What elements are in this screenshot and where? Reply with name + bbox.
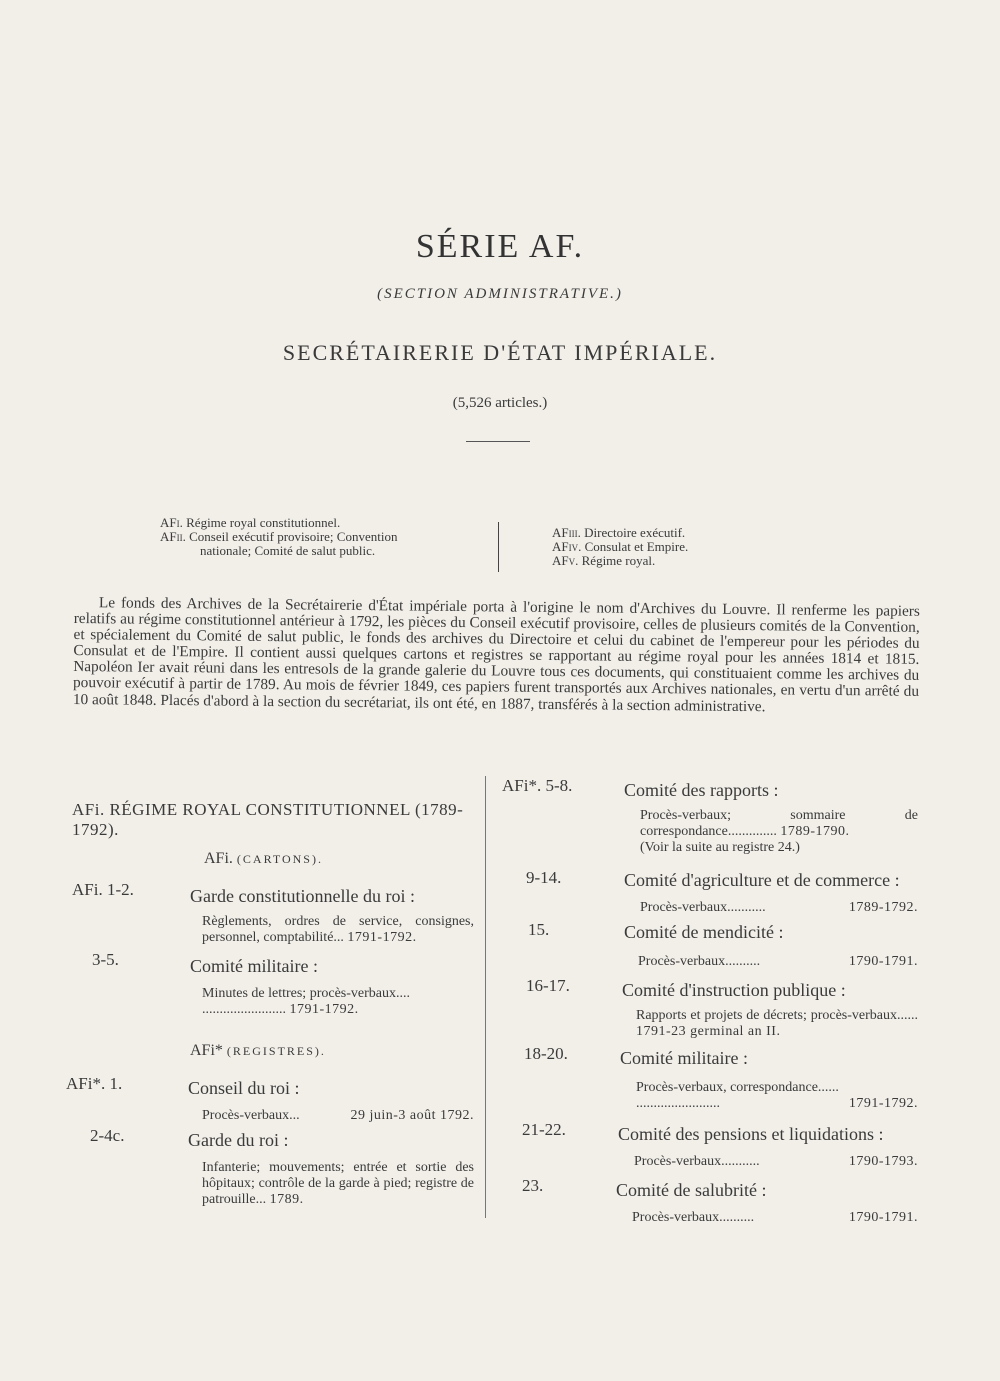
toc-item: AFii. Conseil exécutif provisoire; Convention: [160, 529, 398, 544]
entry-code: 15.: [528, 920, 550, 939]
divider-rule: [466, 441, 530, 442]
entry-code: AFi. 1-2.: [72, 880, 134, 899]
column-divider: [485, 776, 486, 1218]
entry-text: Procès-verbaux, correspondance...... ........................ 1791-1792.: [636, 1080, 918, 1111]
entry-code: 16-17.: [526, 976, 570, 995]
entry-text: Procès-verbaux... 29 juin-3 août 1792.: [202, 1108, 474, 1123]
entry-code: AFi*. 5-8.: [502, 776, 573, 795]
entry-title: Garde du roi :: [188, 1130, 289, 1150]
entry-title: Conseil du roi :: [188, 1078, 300, 1098]
entry-text: Procès-verbaux.......... 1790-1791.: [632, 1210, 918, 1225]
section-subtitle: (SECTION ADMINISTRATIVE.): [377, 286, 623, 302]
toc-item: AFiii. Directoire exécutif.: [552, 525, 686, 540]
entry-code: 18-20.: [524, 1044, 568, 1063]
entry-title: Comité de salubrité :: [616, 1180, 767, 1200]
entry-code: 21-22.: [522, 1120, 566, 1139]
entry-title: Garde constitutionnelle du roi :: [190, 886, 415, 906]
entry-title: Comité de mendicité :: [624, 922, 784, 942]
entry-title: Comité militaire :: [190, 956, 318, 976]
left-section-title: AFi. RÉGIME ROYAL CONSTITUTIONNEL (1789-1792).: [72, 800, 464, 839]
intro-text: Le fonds des Archives de la Secrétairerie d'État impériale porta à l'origine le nom d'Archives du Louvre. Il renferme les papiers relatifs au régime constitutionnel antérieur à 1792, les pièces du Conseil exécutif provisoire, celles de plusieurs comités de la Convention, et spécialement du Comité de salut public, le fonds des archives du Directoire et celui du cabinet de l'empereur pour les périodes du Consulat et de l'Empire. Il contient aussi quelques cartons et registres se rapportant au régime royal pour les années 1814 et 1815. Napoléon Ier avait réuni dans les entresols de la grande galerie du Louvre tous ces documents, qui constituaient comme les archives du pouvoir exécutif à partir de 1789. Au mois de février 1849, ces papiers furent transportés aux Archives nationales, en vertu d'un arrêté du 10 août 1848. Placés d'abord à la section du secrétariat, ils ont été, en 1887, transférés à la section administrative.: [72, 594, 920, 715]
toc-item: AFiv. Consulat et Empire.: [552, 539, 689, 554]
entry-code: 23.: [522, 1176, 544, 1195]
entry-code: 3-5.: [92, 950, 119, 969]
article-count: (5,526 articles.): [452, 395, 548, 411]
section-heading: SECRÉTAIRERIE D'ÉTAT IMPÉRIALE.: [282, 340, 718, 365]
toc-divider: [498, 522, 499, 572]
entry-text: Règlements, ordres de service, consignes, personnel, comptabilité... 1791-1792.: [202, 914, 474, 945]
entry-note: (Voir la suite au registre 24.): [640, 840, 800, 855]
entry-text: Rapports et projets de décrets; procès-verbaux...... 1791-23 germinal an II.: [636, 1008, 918, 1039]
entry-text: Infanterie; mouvements; entrée et sortie des hôpitaux; contrôle de la garde à pied; registre de patrouille... 1789.: [202, 1160, 474, 1207]
toc-item: AFi. Régime royal constitutionnel.: [160, 515, 341, 530]
registres-heading: AFi* (REGISTRES).: [190, 1042, 326, 1059]
entry-title: Comité des rapports :: [624, 780, 779, 800]
page-title: SÉRIE AF.: [415, 228, 585, 265]
entry-code: 2-4c.: [90, 1126, 125, 1145]
toc-item-continued: nationale; Comité de salut public.: [200, 543, 376, 558]
cartons-heading: AFi. (CARTONS).: [204, 850, 323, 867]
entry-text: Procès-verbaux; sommaire de correspondance.............. 1789-1790. (Voir la suite au registre 24.): [640, 808, 918, 855]
toc-left: [160, 516, 490, 558]
entry-text: Procès-verbaux........... 1789-1792.: [640, 900, 918, 915]
entry-title: Comité d'agriculture et de commerce :: [624, 870, 900, 890]
toc-item: AFv. Régime royal.: [552, 553, 656, 568]
entry-text: Procès-verbaux........... 1790-1793.: [634, 1154, 918, 1169]
entry-title: Comité d'instruction publique :: [622, 980, 846, 1000]
entry-code: 9-14.: [526, 868, 562, 887]
entry-code: AFi*. 1.: [66, 1074, 123, 1093]
entry-title: Comité des pensions et liquidations :: [618, 1124, 884, 1144]
entry-title: Comité militaire :: [620, 1048, 748, 1068]
entry-text: Minutes de lettres; procès-verbaux.... ........................ 1791-1792.: [202, 986, 410, 1017]
entry-text: Procès-verbaux.......... 1790-1791.: [638, 954, 918, 969]
intro-paragraph: [73, 595, 920, 717]
toc-right: [552, 526, 792, 568]
